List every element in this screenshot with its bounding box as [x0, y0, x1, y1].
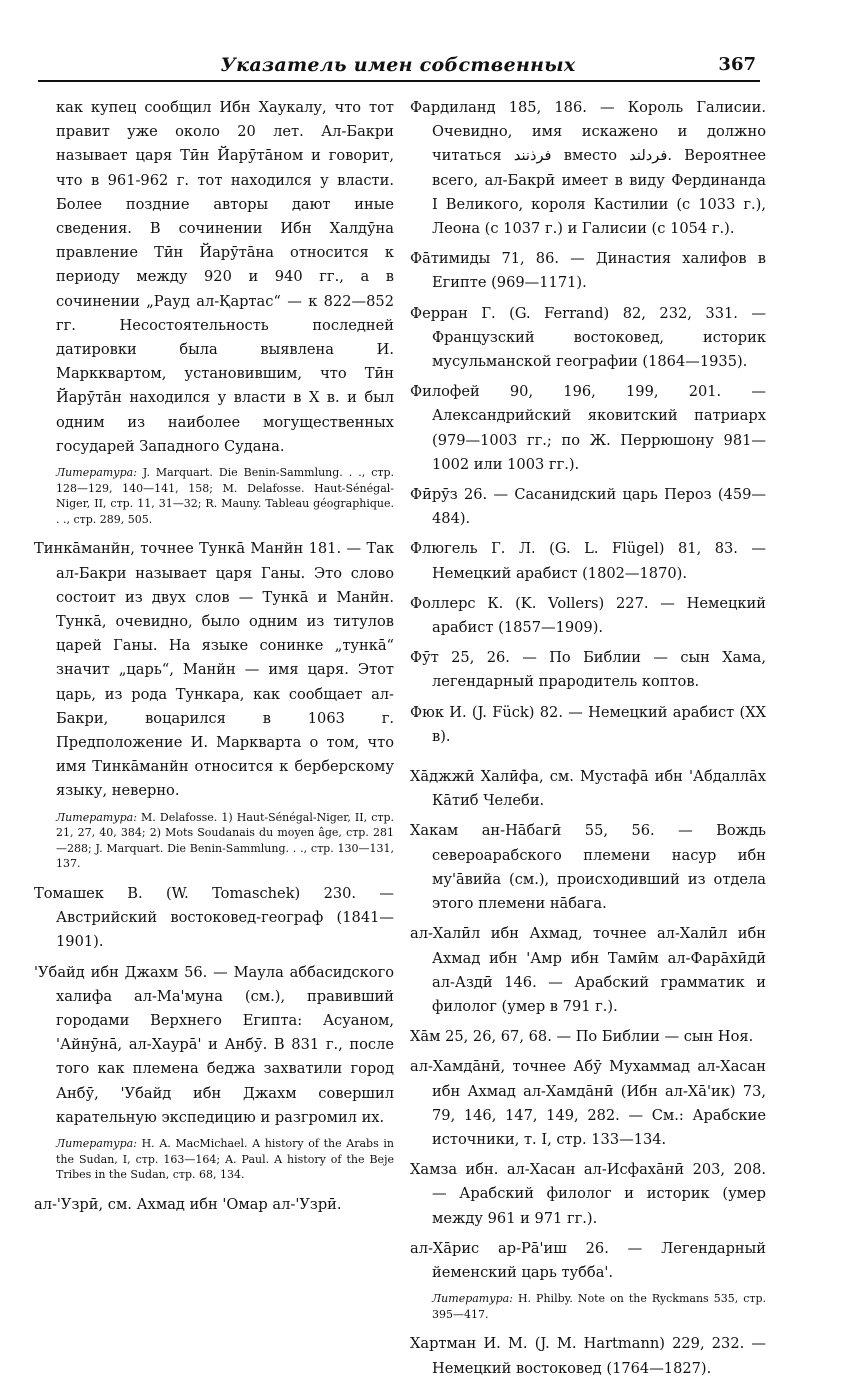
header-rule [38, 80, 760, 82]
literature-label: Литература: [56, 810, 137, 824]
literature-label: Литература: [56, 1137, 137, 1151]
index-entry: Фӯт 25, 26. — По Библии — сын Хама, легендарный прародитель коптов. [410, 649, 766, 691]
index-entry: Флюгель Г. Л. (G. L. Flügel) 81, 83. — Немецкий арабист (1802—1870). [410, 540, 766, 582]
literature-note [34, 465, 394, 527]
index-entry: Фардиланд 185, 186. — Король Галисии. Очевидно, имя искажено и должно читаться فرذنند вместо فردلند. Вероятнее всего, ал-Бакрӣ имеет в виду Фердинанда I Великого, короля Кастилии (с 1033 г.), Леона (с 1037 г.) и Галисии (с 1054 г.). [410, 99, 766, 238]
index-entry: ал-Хāрис ар-Рā'иш 26. — Легендарный йеменский царь тубба'. [410, 1239, 766, 1281]
index-entry: Фӣрӯз 26. — Сасанидский царь Пероз (459—484). [410, 486, 766, 528]
literature-note [410, 1291, 766, 1322]
index-entry: ал-Халӣл ибн Ахмад, точнее ал-Халӣл ибн Ахмад ибн 'Амр ибн Тамӣм ал-Фарāхӣдӣ ал-Аздӣ 146. — Арабский грамматик и филолог (умер в 791 г.). [410, 925, 766, 1015]
literature-label: Литература: [432, 1292, 513, 1306]
literature-text: J. Marquart. Die Benin-Sammlung. . ., стр. 128—129, 140—141, 158; M. Delafosse. Haut-Sénégal-Niger, II, стр. 11, 31—32; R. Mauny. Tableau géographique. . ., стр. 289, 505. [56, 466, 394, 526]
literature-label: Литература: [56, 466, 137, 480]
index-entry: Хакам ан-Нāбагӣ 55, 56. — Вождь североарабского племени насур ибн му'āвийа (см.), происходивший из отдела этого племени нāбага. [410, 822, 766, 913]
index-entry: Фоллерс К. (K. Vollers) 227. — Немецкий арабист (1857—1909). [410, 594, 766, 637]
running-title: Указатель имен собственных [220, 54, 576, 76]
index-entry: 'Убайд ибн Джахм 56. — Маула аббасидского халифа ал-Ма'муна (см.), правивший городами Верхнего Египта: Асуаном, 'Айнӯнā, ал-Хаурā' и Анбӯ. В 831 г., после того как племена беджа захватили город Анбӯ, 'Убайд ибн Джахм совершил карательную экспедицию и разгромил их. [34, 963, 394, 1126]
index-entry: Томашек В. (W. Tomaschek) 230. — Австрийский востоковед-географ (1841—1901). [34, 885, 394, 951]
index-entry: Хāджжӣ Халӣфа, см. Мустафā ибн 'Абдаллāх Кāтиб Челеби. [410, 768, 766, 810]
section-gap [410, 755, 766, 765]
index-entry: ал-'Узрӣ, см. Ахмад ибн 'Омар ал-'Узрӣ. [34, 1195, 342, 1213]
index-entry: Фāтимиды 71, 86. — Династия халифов в Египте (969—1171). [410, 250, 766, 292]
index-entry: Филофей 90, 196, 199, 201. — Александрийский яковитский патриарх (979—1003 гг.; по Ж. Перрюшону 981—1002 или 1003 гг.). [410, 383, 766, 473]
index-entry: Хартман И. М. (J. M. Hartmann) 229, 232. — Немецкий востоковед (1764—1827). [410, 1335, 766, 1377]
index-entry: Ферран Г. (G. Ferrand) 82, 232, 331. — Французский востоковед, историк мусульманской географии (1864—1935). [410, 304, 766, 371]
index-entry: Хāм 25, 26, 67, 68. — По Библии — сын Ноя. [410, 1028, 754, 1046]
page-header [38, 50, 758, 80]
index-entry: Хамза ибн. ал-Хасан ал-Исфахāнӣ 203, 208. — Арабский филолог и историк (умер между 961 и 971 гг.). [410, 1161, 766, 1227]
literature-note [34, 1136, 394, 1183]
index-entry: как купец сообщил Ибн Хаукалу, что тот правит уже около 20 лет. Ал-Бакри называет царя Тӣн Йарӯтāном и говорит, что в 961-962 г. тот находился у власти. Более поздние авторы дают иные сведения. В сочинении Ибн Халдӯна правление Тӣн Йарӯтāна относится к периоду между 920 и 940 гг., а в сочинении „Рауд ал-Қартас“ — к 822—852 гг. Несостоятельность последней датировки была выявлена И. Маркквартом, установившим, что Тӣн Йарӯтāн находился у власти в X в. и был одним из наиболее могущественных государей Западного Судана. [56, 99, 394, 455]
right-column [410, 96, 766, 1387]
index-entry: Фюк И. (J. Fück) 82. — Немецкий арабист (XX в). [410, 703, 766, 745]
index-entry: Тинкāманйн, точнее Тункā Манйн 181. — Так ал-Бакри называет царя Ганы. Это слово состоит из двух слов — Тункā и Манйн. Тункā, очевидно, было одним из титулов царей Ганы. На языке сонинке „тункā“ значит „царь“, Манйн — имя царя. Этот царь, из рода Тункара, как сообщает ал-Бакри, воцарился в 1063 г. Предположение И. Маркварта о том, что имя Тинкāманйн относится к берберскому языку, неверно. [34, 540, 394, 800]
index-entry: ал-Хамдāнӣ, точнее Абӯ Мухаммад ал-Хасан ибн Ахмад ал-Хамдāнӣ (Ибн ал-Хā'ик) 73, 79, 146, 147, 149, 282. — См.: Арабские источники, т. I, стр. 133—134. [410, 1058, 766, 1148]
literature-note [34, 810, 394, 872]
literature-text: H. A. MacMichael. A history of the Arabs in the Sudan, I, стр. 163—164; A. Paul. A history of the Beje Tribes in the Sudan, стр. 68, 134. [56, 1137, 394, 1182]
literature-text: H. Philby. Note on the Ryckmans 535, стр. 395—417. [432, 1292, 767, 1321]
left-column [34, 96, 394, 1223]
literature-text: M. Delafosse. 1) Haut-Sénégal-Niger, II, стр. 21, 27, 40, 384; 2) Mots Soudanais du moyen âge, стр. 281—288; J. Marquart. Die Benin-Sammlung. . ., стр. 130—131, 137. [56, 810, 394, 871]
page-number: 367 [718, 54, 756, 75]
